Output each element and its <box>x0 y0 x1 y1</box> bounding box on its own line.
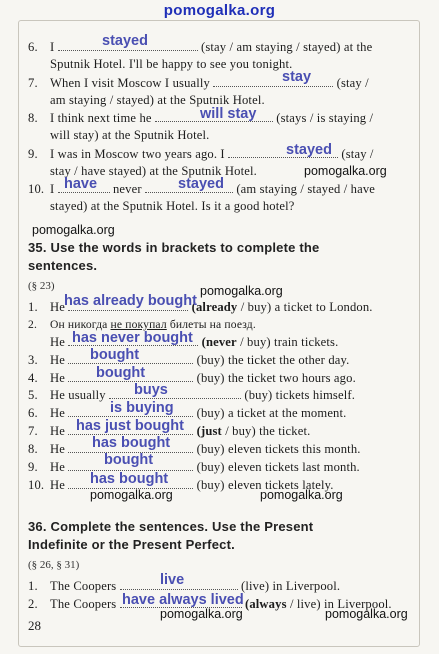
page-number: 28 <box>28 618 41 633</box>
watermark-text: pomogalka.org <box>90 488 173 502</box>
ex35-item-5: 5. He usually (buy) tickets himself. <box>28 388 356 402</box>
ex34-item-6-cont: Sputnik Hotel. I'll be happy to see you tonight. <box>50 57 293 71</box>
ex34-item-8-cont: will stay) at the Sputnik Hotel. <box>50 128 210 142</box>
handwritten-answer: has bought <box>90 471 169 487</box>
handwritten-answer: bought <box>96 365 146 381</box>
ex34-item-9: 9. I was in Moscow two years ago. I (stay / <box>28 147 374 161</box>
ex35-item-1: 1. He (already / buy) a ticket to London. <box>28 300 373 314</box>
ex35-item-6: 6. He (buy) a ticket at the moment. <box>28 406 347 420</box>
ex36-reference: (§ 26, § 31) <box>28 559 80 571</box>
handwritten-answer: stayed <box>102 33 148 49</box>
watermark-text: pomogalka.org <box>32 223 115 237</box>
handwritten-answer: has just bought <box>76 418 184 434</box>
ex34-item-10: 10. I never (am staying / stayed / have <box>28 182 376 196</box>
handwritten-answer: has already bought <box>64 293 197 309</box>
ex35-title-cont: sentences. <box>28 258 98 273</box>
ex36-item-1: 1. The Coopers (live) in Liverpool. <box>28 579 341 593</box>
ex34-item-8: 8. I think next time he (stays / is staying / <box>28 111 374 125</box>
ex35-item-7: 7. He (just / buy) the ticket. <box>28 424 311 438</box>
ex35-item-4: 4. He (buy) the ticket two hours ago. <box>28 371 356 385</box>
ex35-reference: (§ 23) <box>28 280 55 292</box>
ex35-item-2: He (never / buy) train tickets. <box>50 335 339 349</box>
watermark-text: pomogalka.org <box>200 284 283 298</box>
ex35-item-2-russian: 2. Он никогда не покупал билеты на поезд. <box>28 318 256 331</box>
ex35-item-10: 10. He (buy) eleven tickets lately. <box>28 478 334 492</box>
ex36-title: 36. Complete the sentences. Use the Present <box>28 519 314 534</box>
ex34-item-9-cont: stay / have stayed) at the Sputnik Hotel. <box>50 164 257 178</box>
handwritten-answer: has bought <box>92 435 171 451</box>
handwritten-answer: will stay <box>200 106 257 122</box>
handwritten-answer: stayed <box>178 176 224 192</box>
handwritten-answer: bought <box>104 452 154 468</box>
ex35-title: 35. Use the words in brackets to complete the <box>28 240 320 255</box>
watermark-text: pomogalka.org <box>325 607 408 621</box>
ex36-item-2: 2. The Coopers (always / live) in Liverpool. <box>28 597 392 611</box>
watermark-text: pomogalka.org <box>260 488 343 502</box>
handwritten-answer: is buying <box>110 400 174 416</box>
watermark-text: pomogalka.org <box>160 607 243 621</box>
handwritten-answer: bought <box>90 347 140 363</box>
ex35-item-9: 9. He (buy) eleven tickets last month. <box>28 460 360 474</box>
handwritten-answer: stay <box>282 69 312 85</box>
handwritten-answer: buys <box>134 382 168 398</box>
ex34-item-7-cont: am staying / stayed) at the Sputnik Hotel. <box>50 93 265 107</box>
handwritten-answer: have always lived <box>122 592 244 608</box>
ex35-item-8: 8. He (buy) eleven tickets this month. <box>28 442 361 456</box>
ex34-item-7: 7. When I visit Moscow I usually (stay / <box>28 76 369 90</box>
handwritten-answer: have <box>64 176 98 192</box>
ex34-item-10-cont: stayed) at the Sputnik Hotel. Is it a good hotel? <box>50 199 295 213</box>
handwritten-answer: has never bought <box>72 330 193 346</box>
ex34-item-6: 6. I (stay / am staying / stayed) at the <box>28 40 373 54</box>
site-watermark-top: pomogalka.org <box>163 2 276 19</box>
ex36-title-cont: Indefinite or the Present Perfect. <box>28 537 235 552</box>
ex35-item-3: 3. He (buy) the ticket the other day. <box>28 353 350 367</box>
handwritten-answer: live <box>160 572 185 588</box>
handwritten-answer: stayed <box>286 142 332 158</box>
watermark-text: pomogalka.org <box>304 164 387 178</box>
